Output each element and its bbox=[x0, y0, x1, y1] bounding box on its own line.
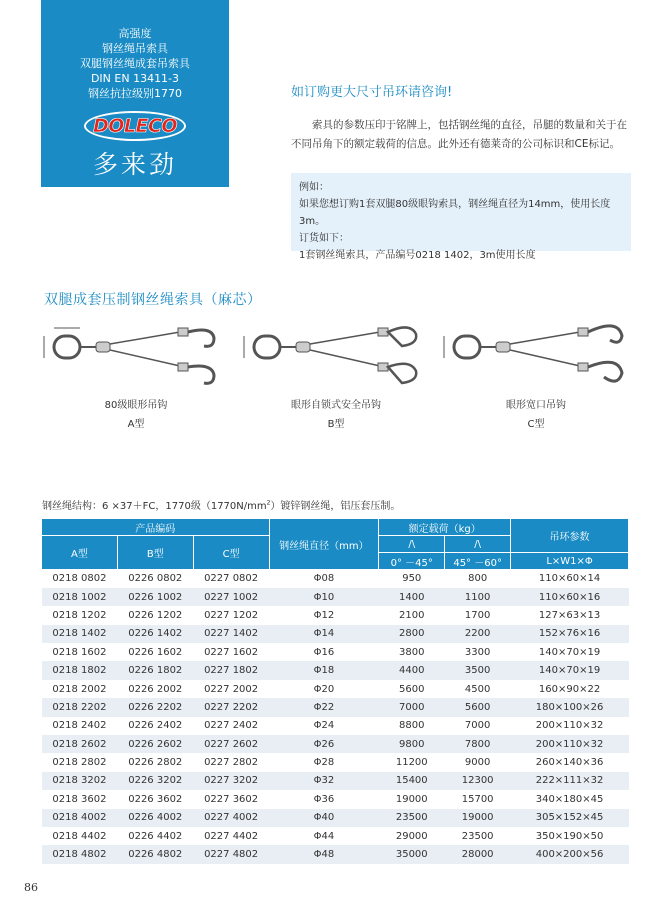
table-cell: 0227 4802 bbox=[193, 845, 269, 863]
table-cell: 3500 bbox=[445, 661, 511, 679]
table-cell: 0227 2602 bbox=[193, 735, 269, 753]
table-cell: 15400 bbox=[379, 772, 445, 790]
table-cell: 11200 bbox=[379, 753, 445, 771]
table-cell: 0226 0802 bbox=[117, 570, 193, 588]
table-row bbox=[42, 717, 629, 735]
table-cell: 7800 bbox=[445, 735, 511, 753]
table-cell: Φ32 bbox=[269, 772, 379, 790]
table-cell: 0218 0802 bbox=[42, 570, 118, 588]
inquiry-note: 如订购更大尺寸吊环请咨询! bbox=[291, 85, 453, 100]
table-cell: Φ44 bbox=[269, 827, 379, 845]
table-cell: Φ20 bbox=[269, 680, 379, 698]
header-rated-load: 额定载荷（kg） bbox=[379, 519, 511, 536]
table-cell: 0218 1202 bbox=[42, 606, 118, 624]
page-number: 86 bbox=[24, 881, 38, 894]
table-row bbox=[42, 827, 629, 845]
table-cell: 0227 3602 bbox=[193, 790, 269, 808]
sling-c-drawing bbox=[440, 318, 632, 394]
table-cell: 0218 1602 bbox=[42, 643, 118, 661]
brand-line: DIN EN 13411-3 bbox=[90, 72, 180, 85]
table-cell: 1100 bbox=[445, 588, 511, 606]
header-angle-0-45: 0° －45° bbox=[379, 553, 445, 570]
table-cell: Φ16 bbox=[269, 643, 379, 661]
table-cell: 19000 bbox=[379, 790, 445, 808]
table-cell: 0218 2602 bbox=[42, 735, 118, 753]
table-cell: 0227 2002 bbox=[193, 680, 269, 698]
table-cell: 2200 bbox=[445, 625, 511, 643]
sling-b-drawing bbox=[240, 318, 432, 394]
table-cell: 2100 bbox=[379, 606, 445, 624]
table-cell: 222×111×32 bbox=[511, 772, 629, 790]
table-row bbox=[42, 845, 629, 863]
table-cell: 28000 bbox=[445, 845, 511, 863]
table-cell: Φ12 bbox=[269, 606, 379, 624]
table-cell: 340×180×45 bbox=[511, 790, 629, 808]
diagram-type: C型 bbox=[527, 419, 545, 430]
table-row bbox=[42, 588, 629, 606]
table-cell: 23500 bbox=[445, 827, 511, 845]
table-cell: 0226 2202 bbox=[117, 698, 193, 716]
spec-table-body bbox=[42, 570, 629, 864]
table-cell: 12300 bbox=[445, 772, 511, 790]
table-cell: 9800 bbox=[379, 735, 445, 753]
table-row bbox=[42, 661, 629, 679]
table-cell: 0226 1002 bbox=[117, 588, 193, 606]
table-row bbox=[42, 790, 629, 808]
intro-paragraph: 索具的参数压印于铭牌上，包括钢丝绳的直径，吊腿的数量和关于在不同吊角下的额定载荷的信息。此外还有德莱奇的公司标识和CE标记。 bbox=[291, 119, 627, 150]
diagram-name: 眼形宽口吊钩 bbox=[506, 400, 566, 411]
table-cell: Φ22 bbox=[269, 698, 379, 716]
header-type-a: A型 bbox=[42, 536, 118, 570]
table-cell: 0227 2402 bbox=[193, 717, 269, 735]
table-cell: 0218 2802 bbox=[42, 753, 118, 771]
table-cell: 200×110×32 bbox=[511, 735, 629, 753]
diagram-type-b bbox=[240, 318, 432, 428]
table-cell: 350×190×50 bbox=[511, 827, 629, 845]
table-cell: 152×76×16 bbox=[511, 625, 629, 643]
table-row bbox=[42, 606, 629, 624]
table-cell: 4500 bbox=[445, 680, 511, 698]
table-row bbox=[42, 753, 629, 771]
doleco-logo bbox=[80, 109, 190, 143]
table-cell: 140×70×19 bbox=[511, 661, 629, 679]
example-line: 如果您想订购1套双腿80级眼钩索具，钢丝绳直径为14mm，使用长度3m。 bbox=[299, 199, 611, 227]
diagram-type: A型 bbox=[127, 419, 145, 430]
table-cell: 0227 1002 bbox=[193, 588, 269, 606]
table-cell: Φ10 bbox=[269, 588, 379, 606]
diagram-type-c bbox=[440, 318, 632, 428]
table-cell: 15700 bbox=[445, 790, 511, 808]
table-cell: 0218 1402 bbox=[42, 625, 118, 643]
order-example-box bbox=[291, 173, 631, 261]
table-cell: 0218 4402 bbox=[42, 827, 118, 845]
table-cell: 110×60×16 bbox=[511, 588, 629, 606]
table-cell: 7000 bbox=[379, 698, 445, 716]
table-cell: Φ18 bbox=[269, 661, 379, 679]
table-cell: 2800 bbox=[379, 625, 445, 643]
table-cell: 0218 3202 bbox=[42, 772, 118, 790]
table-cell: 1700 bbox=[445, 606, 511, 624]
section-title: 双腿成套压制钢丝绳索具（麻芯） bbox=[44, 292, 262, 308]
table-cell: 0226 1202 bbox=[117, 606, 193, 624]
wire-rope-spec bbox=[42, 497, 400, 512]
brand-panel bbox=[41, 0, 229, 187]
header-diameter: 钢丝绳直径（mm） bbox=[269, 519, 379, 570]
table-cell: 3800 bbox=[379, 643, 445, 661]
table-cell: Φ24 bbox=[269, 717, 379, 735]
table-row bbox=[42, 680, 629, 698]
table-cell: 0218 1802 bbox=[42, 661, 118, 679]
table-cell: 0226 4402 bbox=[117, 827, 193, 845]
brand-chinese-name: 多来劲 bbox=[92, 150, 177, 179]
table-cell: 0226 3602 bbox=[117, 790, 193, 808]
table-row bbox=[42, 625, 629, 643]
table-cell: Φ26 bbox=[269, 735, 379, 753]
table-cell: 5600 bbox=[379, 680, 445, 698]
table-cell: 9000 bbox=[445, 753, 511, 771]
table-cell: 0218 2202 bbox=[42, 698, 118, 716]
table-cell: 35000 bbox=[379, 845, 445, 863]
table-cell: 160×90×22 bbox=[511, 680, 629, 698]
table-cell: 0227 4002 bbox=[193, 809, 269, 827]
table-cell: 0226 2402 bbox=[117, 717, 193, 735]
table-cell: 0218 4002 bbox=[42, 809, 118, 827]
example-line: 订货如下： bbox=[299, 233, 349, 244]
table-cell: 950 bbox=[379, 570, 445, 588]
example-line: 例如： bbox=[299, 182, 329, 193]
table-row bbox=[42, 772, 629, 790]
table-cell: 4400 bbox=[379, 661, 445, 679]
diagram-name: 眼形自锁式安全吊钩 bbox=[291, 400, 381, 411]
table-cell: 8800 bbox=[379, 717, 445, 735]
table-cell: 180×100×26 bbox=[511, 698, 629, 716]
diagram-type: B型 bbox=[327, 419, 345, 430]
spec-suffix: ）镀锌钢丝绳，铝压套压制。 bbox=[270, 501, 401, 512]
table-cell: 0226 2602 bbox=[117, 735, 193, 753]
table-cell: 0226 1802 bbox=[117, 661, 193, 679]
table-cell: 0226 2002 bbox=[117, 680, 193, 698]
table-cell: 400×200×56 bbox=[511, 845, 629, 863]
table-cell: Φ08 bbox=[269, 570, 379, 588]
table-cell: 140×70×19 bbox=[511, 643, 629, 661]
table-cell: 0218 3602 bbox=[42, 790, 118, 808]
table-cell: Φ48 bbox=[269, 845, 379, 863]
example-line: 1套钢丝绳索具，产品编号0218 1402，3m使用长度 bbox=[299, 250, 536, 261]
table-cell: 0227 2202 bbox=[193, 698, 269, 716]
table-row bbox=[42, 570, 629, 588]
diagram-type-a bbox=[40, 318, 232, 428]
table-row bbox=[42, 809, 629, 827]
table-cell: Φ28 bbox=[269, 753, 379, 771]
brand-tagline bbox=[41, 0, 229, 101]
table-cell: 127×63×13 bbox=[511, 606, 629, 624]
spec-prefix: 钢丝绳结构：6 ×37＋FC，1770级（1770N/mm bbox=[42, 501, 267, 512]
brand-line: 高强度 bbox=[118, 27, 152, 40]
table-cell: 19000 bbox=[445, 809, 511, 827]
table-cell: 0226 1602 bbox=[117, 643, 193, 661]
table-cell: Φ14 bbox=[269, 625, 379, 643]
header-angle-icon: /\ bbox=[445, 536, 511, 553]
table-cell: 0218 4802 bbox=[42, 845, 118, 863]
table-cell: 0226 3202 bbox=[117, 772, 193, 790]
table-row bbox=[42, 735, 629, 753]
table-cell: 0227 1602 bbox=[193, 643, 269, 661]
header-angle-icon: /\ bbox=[379, 536, 445, 553]
table-cell: 0227 4402 bbox=[193, 827, 269, 845]
header-angle-45-60: 45° －60° bbox=[445, 553, 511, 570]
spec-superscript: 2 bbox=[266, 499, 271, 507]
header-ring-params: 吊环参数 bbox=[511, 519, 629, 553]
table-cell: 0227 2802 bbox=[193, 753, 269, 771]
table-cell: 29000 bbox=[379, 827, 445, 845]
table-cell: 0226 4002 bbox=[117, 809, 193, 827]
sling-a-drawing bbox=[40, 318, 232, 394]
table-cell: 3300 bbox=[445, 643, 511, 661]
table-cell: 7000 bbox=[445, 717, 511, 735]
table-cell: 23500 bbox=[379, 809, 445, 827]
header-type-b: B型 bbox=[117, 536, 193, 570]
table-cell: 0227 1402 bbox=[193, 625, 269, 643]
table-cell: 800 bbox=[445, 570, 511, 588]
diagram-name: 80级眼形吊钩 bbox=[104, 400, 168, 411]
table-cell: 260×140×36 bbox=[511, 753, 629, 771]
header-type-c: C型 bbox=[193, 536, 269, 570]
table-row bbox=[42, 698, 629, 716]
table-cell: 1400 bbox=[379, 588, 445, 606]
table-cell: 110×60×14 bbox=[511, 570, 629, 588]
header-ring-dims: L×W1×Φ bbox=[511, 553, 629, 570]
table-cell: 0227 3202 bbox=[193, 772, 269, 790]
table-row bbox=[42, 643, 629, 661]
table-cell: 5600 bbox=[445, 698, 511, 716]
table-cell: 0227 0802 bbox=[193, 570, 269, 588]
table-cell: 0218 2402 bbox=[42, 717, 118, 735]
table-cell: 305×152×45 bbox=[511, 809, 629, 827]
header-product-code: 产品编码 bbox=[42, 519, 270, 536]
table-cell: Φ40 bbox=[269, 809, 379, 827]
brand-line: 钢丝抗拉级别1770 bbox=[88, 87, 182, 100]
table-cell: 0218 1002 bbox=[42, 588, 118, 606]
table-cell: 0227 1202 bbox=[193, 606, 269, 624]
logo-text: DOLECO bbox=[92, 115, 178, 137]
spec-table bbox=[41, 518, 629, 864]
table-cell: 0218 2002 bbox=[42, 680, 118, 698]
table-cell: 0226 4802 bbox=[117, 845, 193, 863]
table-cell: 0226 2802 bbox=[117, 753, 193, 771]
table-cell: Φ36 bbox=[269, 790, 379, 808]
sling-diagrams bbox=[40, 318, 630, 428]
table-cell: 0227 1802 bbox=[193, 661, 269, 679]
brand-line: 双腿钢丝绳成套吊索具 bbox=[80, 57, 190, 70]
table-cell: 200×110×32 bbox=[511, 717, 629, 735]
table-cell: 0226 1402 bbox=[117, 625, 193, 643]
brand-line: 钢丝绳吊索具 bbox=[102, 42, 168, 55]
